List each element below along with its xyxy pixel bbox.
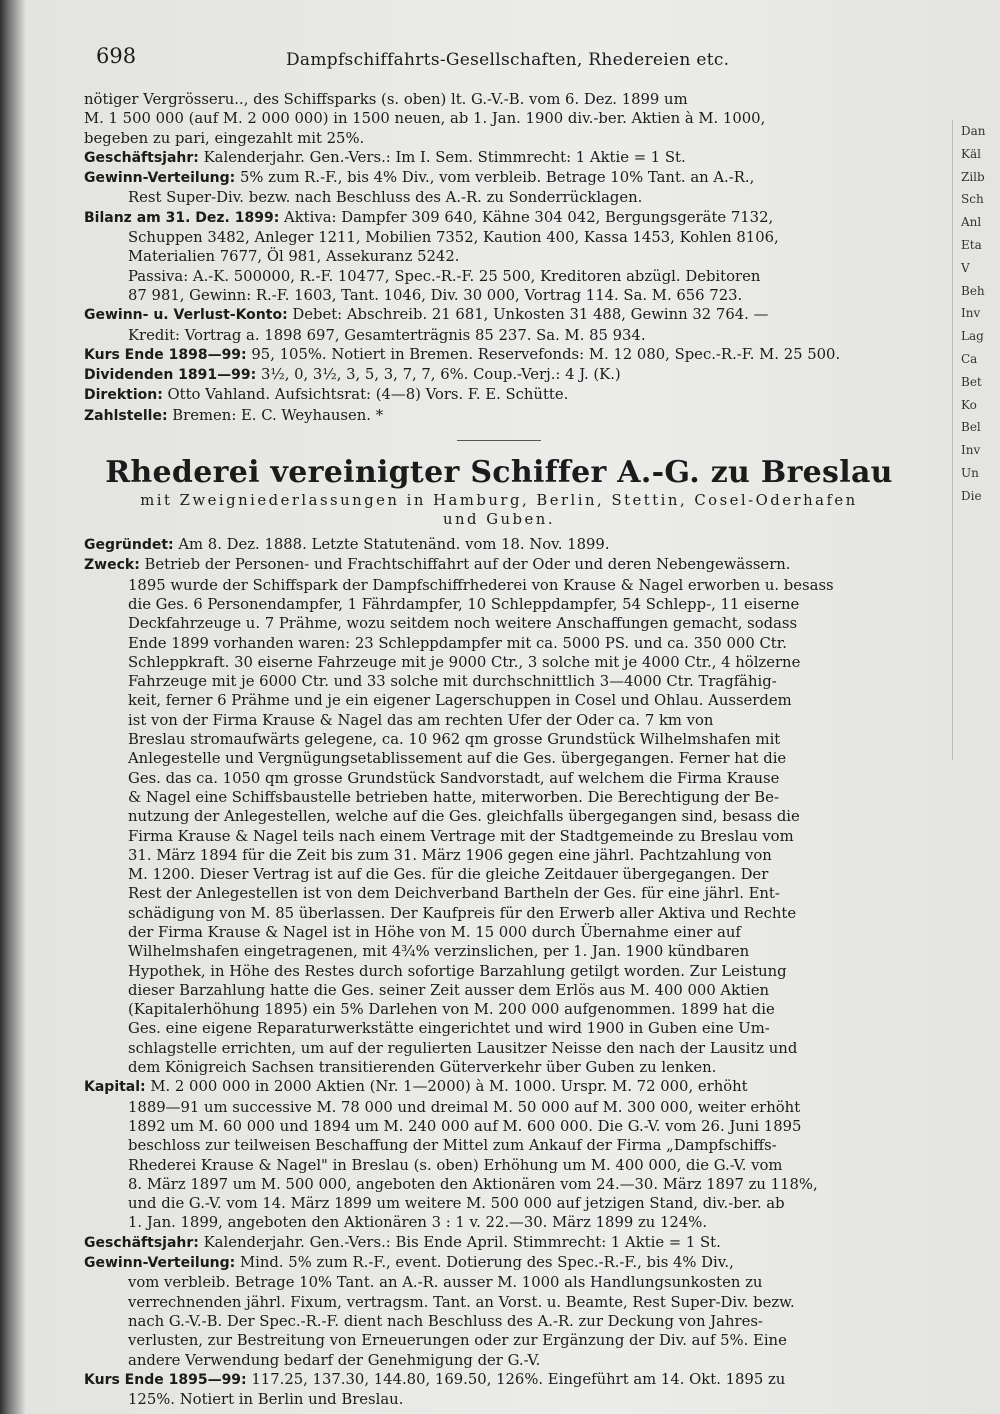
row-text: Materialien 7677, Öl 981, Assekuranz 5242. <box>128 248 460 266</box>
entry-row <box>84 1370 914 1410</box>
text-line: nötiger Vergrösseru.., des Schiffsparks (s. oben) lt. G.-V.-B. vom 6. Dez. 1899 um <box>84 91 688 108</box>
row-label: Kurs Ende 1895—99: <box>84 1371 247 1388</box>
text-line: M. 1 500 000 (auf M. 2 000 000) in 1500 neuen, ab 1. Jan. 1900 div.-ber. Aktien à M. 1000, <box>84 110 766 128</box>
entry-row <box>84 555 914 1077</box>
row-text: Debet: Abschreib. 21 681, Unkosten 31 488, Gewinn 32 764. — <box>292 306 769 324</box>
row-text: verrechnenden jährl. Fixum, vertragsm. Tant. an Vorst. u. Beamte, Rest Super-Div. bezw. <box>128 1293 795 1311</box>
page-number: 698 <box>96 44 137 68</box>
row-label: Gegründet: <box>84 537 174 554</box>
row-text: Deckfahrzeuge u. 7 Prähme, wozu seitdem noch weitere Anschaffungen gemacht, sodass <box>128 615 798 633</box>
row-text: nutzung der Anlegestellen, welche auf die Ges. gleichfalls übergegangen sind, besass die <box>128 808 800 826</box>
row-text: Schleppkraft. 30 eiserne Fahrzeuge mit je 9000 Ctr., 3 solche mit je 4000 Ctr., 4 hölzerne <box>128 653 801 671</box>
row-text: 5% zum R.-F., bis 4% Div., vom verbleib. Betrage 10% Tant. an A.-R., <box>239 169 755 187</box>
entry-row <box>84 305 914 345</box>
margin-fragment: Lag <box>961 329 984 344</box>
row-text: und die G.-V. vom 14. März 1899 um weitere M. 500 000 auf jetzigen Stand, div.-ber. ab <box>128 1195 785 1213</box>
margin-fragment: V <box>961 260 970 275</box>
row-text: 1889—91 um successive M. 78 000 und dreimal M. 50 000 auf M. 300 000, weiter erhöht <box>128 1098 801 1116</box>
row-text: 1892 um M. 60 000 und 1894 um M. 240 000 auf M. 600 000. Die G.-V. vom 26. Juni 1895 <box>128 1117 802 1135</box>
entry-row <box>84 1233 914 1253</box>
row-text: Ende 1899 vorhanden waren: 23 Schleppdampfer mit ca. 5000 PS. und ca. 350 000 Ctr. <box>128 634 787 652</box>
row-text: verlusten, zur Bestreitung von Erneuerungen oder zur Ergänzung der Div. auf 5%. Eine <box>128 1332 787 1350</box>
margin-fragment: Die <box>961 488 982 503</box>
row-text: beschloss zur teilweisen Beschaffung der Mittel zum Ankauf der Firma „Dampfschiffs- <box>128 1137 777 1155</box>
row-label: Bilanz am 31. Dez. 1899: <box>84 209 280 226</box>
row-text: die Ges. 6 Personendampfer, 1 Fährdampfer, 10 Schleppdampfer, 54 Schlepp-, 11 eiserne <box>128 595 800 613</box>
row-label: Gewinn-Verteilung: <box>84 1255 236 1272</box>
row-text: M. 1200. Dieser Vertrag ist auf die Ges. für die gleiche Zeitdauer übergegangen. Der <box>128 866 769 884</box>
row-text: schlagstelle errichten, um auf der regulierten Lausitzer Neisse den nach der Lausitz und <box>128 1039 798 1057</box>
entry-row <box>84 1253 914 1370</box>
subtitle-line: mit Zweigniederlassungen in Hamburg, Berlin, Stettin, Cosel-Oderhafen <box>140 492 858 510</box>
row-text: nach G.-V.-B. Der Spec.-R.-F. dient nach Beschluss des A.-R. zur Deckung von Jahres- <box>128 1312 763 1330</box>
entry-row <box>84 385 914 405</box>
text-line: begeben zu pari, eingezahlt mit 25%. <box>84 129 365 147</box>
running-title: Dampfschiffahrts-Gesellschaften, Rhedereien etc. <box>286 50 730 70</box>
row-text: dieser Barzahlung hatte die Ges. seiner Zeit ausser dem Erlös aus M. 400 000 Aktien <box>128 981 770 999</box>
row-text: M. 2 000 000 in 2000 Aktien (Nr. 1—2000) à M. 1000. Urspr. M. 72 000, erhöht <box>150 1078 748 1096</box>
entry-row <box>84 535 914 555</box>
row-label: Direktion: <box>84 387 163 404</box>
row-text: Rest der Anlegestellen ist von dem Deichverband Bartheln der Ges. für eine jährl. Ent- <box>128 885 780 903</box>
row-text: Aktiva: Dampfer 309 640, Kähne 304 042, Bergungsgeräte 7132, <box>284 208 774 226</box>
row-text: Kalenderjahr. Gen.-Vers.: Bis Ende April. Stimmrecht: 1 Aktie = 1 St. <box>203 1233 721 1251</box>
row-text: schädigung von M. 85 überlassen. Der Kaufpreis für den Erwerb aller Aktiva und Rechte <box>128 904 797 922</box>
row-text: andere Verwendung bedarf der Genehmigung der G.-V. <box>128 1351 541 1369</box>
row-text: Firma Krause & Nagel teils nach einem Vertrage mit der Stadtgemeinde zu Breslau vom <box>128 827 794 845</box>
row-text: 1895 wurde der Schiffspark der Dampfschiffrhederei von Krause & Nagel erworben u. besass <box>128 576 834 594</box>
margin-fragment: Sch <box>961 192 984 207</box>
subtitle-line: und Guben. <box>442 511 556 529</box>
row-text: Ges. das ca. 1050 qm grosse Grundstück Sandvorstadt, auf welchem die Firma Krause <box>128 769 780 787</box>
entry-row <box>84 345 914 365</box>
entry-row <box>84 1077 914 1232</box>
margin-fragment: Zilb <box>961 169 985 184</box>
row-text: 117.25, 137.30, 144.80, 169.50, 126%. Eingeführt am 14. Okt. 1895 zu <box>251 1370 786 1388</box>
previous-entry-intro <box>84 90 914 148</box>
row-text: Otto Vahland. Aufsichtsrat: (4—8) Vors. F. E. Schütte. <box>167 386 569 404</box>
margin-fragment: Ko <box>961 397 977 412</box>
row-text: dem Königreich Sachsen transitierenden Güterverkehr über Guben zu lenken. <box>128 1059 717 1077</box>
margin-fragment: Käl <box>961 146 981 161</box>
entry-row <box>84 168 914 208</box>
row-label: Dividenden 1891—99: <box>84 367 257 384</box>
row-text: Ges. eine eigene Reparaturwerkstätte eingerichtet und wird 1900 in Guben eine Um- <box>128 1020 770 1038</box>
row-text: Betrieb der Personen- und Frachtschiffahrt auf der Oder und deren Nebengewässern. <box>144 556 791 574</box>
margin-fragment: Beh <box>961 283 985 298</box>
row-text: Breslau stromaufwärts gelegene, ca. 10 962 qm grosse Grundstück Wilhelmshafen mit <box>128 731 781 749</box>
margin-fragment: Bet <box>961 374 982 389</box>
row-text: 87 981, Gewinn: R.-F. 1603, Tant. 1046, Div. 30 000, Vortrag 114. Sa. M. 656 723. <box>128 286 743 304</box>
margin-fragment: Anl <box>961 215 982 230</box>
row-text: & Nagel eine Schiffsbaustelle betrieben hatte, miterworben. Die Berechtigung der Be- <box>128 788 779 806</box>
row-label: Kapital: <box>84 1079 146 1096</box>
previous-entry-rows <box>84 148 914 426</box>
page-content <box>84 90 914 1409</box>
margin-fragment: Ca <box>961 351 978 366</box>
row-text: Fahrzeuge mit je 6000 Ctr. und 33 solche mit durchschnittlich 3—4000 Ctr. Tragfähig- <box>128 673 777 691</box>
row-text: 3½, 0, 3½, 3, 5, 3, 7, 7, 6%. Coup.-Verj.: 4 J. (K.) <box>260 366 621 384</box>
row-text: Am 8. Dez. 1888. Letzte Statutenänd. vom 18. Nov. 1899. <box>178 536 610 554</box>
row-label: Zahlstelle: <box>84 407 168 424</box>
entry-row <box>84 208 914 305</box>
row-text: vom verbleib. Betrage 10% Tant. an A.-R. ausser M. 1000 als Handlungsunkosten zu <box>128 1274 763 1292</box>
section-divider <box>457 440 541 441</box>
entry-row <box>84 365 914 385</box>
margin-fragment: Inv <box>961 306 981 321</box>
company-title: Rhederei vereinigter Schiffer A.-G. zu Breslau <box>105 455 893 491</box>
adjacent-page-fragment <box>952 120 1000 760</box>
row-label: Gewinn- u. Verlust-Konto: <box>84 307 288 324</box>
row-text: Kalenderjahr. Gen.-Vers.: Im I. Sem. Stimmrecht: 1 Aktie = 1 St. <box>203 148 686 166</box>
row-text: Schuppen 3482, Anleger 1211, Mobilien 7352, Kaution 400, Kassa 1453, Kohlen 8106, <box>128 229 779 247</box>
row-text: keit, ferner 6 Prähme und je ein eigener Lagerschuppen in Cosel und Ohlau. Ausserdem <box>128 692 792 710</box>
company-subtitle <box>84 491 914 529</box>
row-label: Kurs Ende 1898—99: <box>84 346 247 363</box>
row-text: (Kapitalerhöhung 1895) ein 5% Darlehen von M. 200 000 aufgenommen. 1899 hat die <box>128 1001 775 1019</box>
row-text: 1. Jan. 1899, angeboten den Aktionären 3 : 1 v. 22.—30. März 1899 zu 124%. <box>128 1214 708 1232</box>
margin-fragment: Inv <box>961 443 981 458</box>
margin-fragment: Eta <box>961 237 982 252</box>
row-text: Bremen: E. C. Weyhausen. * <box>172 406 384 424</box>
entry-row <box>84 406 914 426</box>
row-text: der Firma Krause & Nagel ist in Höhe von M. 15 000 durch Übernahme einer auf <box>128 923 741 941</box>
row-label: Geschäftsjahr: <box>84 149 199 166</box>
row-label: Gewinn-Verteilung: <box>84 170 236 187</box>
row-text: 8. März 1897 um M. 500 000, angeboten den Aktionären vom 24.—30. März 1897 zu 118%, <box>128 1175 818 1193</box>
row-text: Rest Super-Div. bezw. nach Beschluss des A.-R. zu Sonderrücklagen. <box>128 189 643 207</box>
row-text: Rhederei Krause & Nagel" in Breslau (s. oben) Erhöhung um M. 400 000, die G.-V. vom <box>128 1156 783 1174</box>
row-text: 31. März 1894 für die Zeit bis zum 31. März 1906 gegen eine jährl. Pachtzahlung von <box>128 846 772 864</box>
row-text: Passiva: A.-K. 500000, R.-F. 10477, Spec.-R.-F. 25 500, Kreditoren abzügl. Debitoren <box>128 267 761 285</box>
entry-row <box>84 148 914 168</box>
row-text: 95, 105%. Notiert in Bremen. Reservefonds: M. 12 080, Spec.-R.-F. M. 25 500. <box>251 345 841 363</box>
row-label: Zweck: <box>84 557 140 574</box>
margin-fragment: Un <box>961 465 979 480</box>
margin-fragment: Dan <box>961 124 986 138</box>
row-text: 125%. Notiert in Berlin und Breslau. <box>128 1391 404 1409</box>
company-entry-rows <box>84 535 914 1409</box>
row-text: Hypothek, in Höhe des Restes durch sofortige Barzahlung getilgt worden. Zur Leistung <box>128 962 787 980</box>
row-text: Mind. 5% zum R.-F., event. Dotierung des Spec.-R.-F., bis 4% Div., <box>239 1254 734 1272</box>
company-entry <box>84 455 914 1409</box>
row-text: Wilhelmshafen eingetragenen, mit 4¾% verzinslichen, per 1. Jan. 1900 kündbaren <box>128 943 750 961</box>
row-text: Kredit: Vortrag a. 1898 697, Gesamterträgnis 85 237. Sa. M. 85 934. <box>128 326 646 344</box>
row-label: Geschäftsjahr: <box>84 1234 199 1251</box>
previous-entry-continuation <box>84 90 914 426</box>
row-text: ist von der Firma Krause & Nagel das am rechten Ufer der Oder ca. 7 km von <box>128 711 714 729</box>
page-header <box>96 44 936 74</box>
row-text: Anlegestelle und Vergnügungsetablissement auf die Ges. übergegangen. Ferner hat die <box>128 750 787 768</box>
margin-fragment: Bel <box>961 420 981 435</box>
